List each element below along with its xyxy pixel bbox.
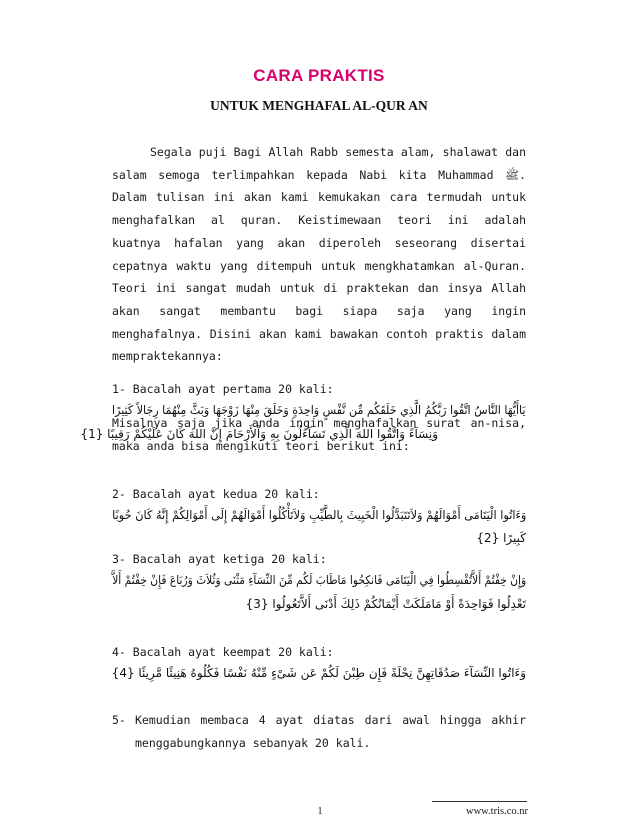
step-5-label: 5- bbox=[112, 713, 126, 727]
footer-website: www.tris.co.nr bbox=[465, 806, 528, 817]
step-1-label: 1- Bacalah ayat pertama 20 kali: bbox=[112, 382, 334, 396]
step-3-arabic-line-2: تَعْدِلُوا فَوَاحِدَةً أَوْ مَامَلَكَتْ أَيْمَانُكُمْ ذَلِكَ أَدْنَى أَلاَّتَعُولُوا {3} bbox=[245, 597, 526, 611]
step-4-arabic-line-1: وَءَاتُوا النِّسَآءَ صَدُقَاتِهِنَّ نِحْلَةً فَإِن طِبْنَ لَكُمْ عَن شَىْءٍ مِّنْهُ نَفْسًا فَكُلُوهُ هَنِيئًا مَّرِيئًا {4} bbox=[111, 666, 526, 680]
step-5-text: Kemudian membaca 4 ayat diatas dari awal hingga akhir menggabungkannya sebanyak 20 kali. bbox=[135, 713, 526, 750]
document-title: CARA PRAKTIS bbox=[253, 66, 385, 85]
step-3-arabic-line-1: وَإِنْ خِفْتُمْ أَلاَّتُقْسِطُوا فِي الْيَتَامَى فَانكِحُوا مَاطَابَ لَكُم مِّنَ النِّسَآءِ مَثْنَى وَثُلاَثَ وَرُبَاعَ فَإِنْ خِفْتُمْ أَلاَّ bbox=[112, 573, 526, 587]
intro-paragraph: Segala puji Bagi Allah Rabb semesta alam, shalawat dan salam semoga terlimpahkan kepada Nabi kita Muhammad ﷺ. Dalam tulisan ini akan kami kemukakan cara termudah untuk menghafalkan al quran. Keistimewaan teori ini adalah kuatnya hafalan yang akan diperoleh seseorang disertai cepatnya waktu yang ditempuh untuk mengkhatamkan al-Quran. Teori ini sangat mudah untuk di praktekan dan insya Allah akan sangat membantu bagi siapa saja yang ingin menghafalnya. Disini akan kami bawakan contoh praktis dalam mempraktekannya: bbox=[112, 145, 526, 364]
step-1-arabic-line-2: وَنِسَآءً وَاتَّقُوا اللهَ الَّذِي تَسَآءَلُونَ بِهِ وَاْلأَرْحَامَ إِنَّ اللهَ كَانَ عَلَيْكُمْ رَقِيبًا {1} bbox=[80, 427, 438, 441]
step-3-label: 3- Bacalah ayat ketiga 20 kali: bbox=[112, 552, 327, 566]
example-paragraph: Misalnya saja jika anda ingin menghafalkan surat an-nisa, maka anda bisa mengikuti teori berikut ini: bbox=[112, 416, 526, 453]
footer-divider bbox=[432, 801, 527, 802]
step-2-label: 2- Bacalah ayat kedua 20 kali: bbox=[112, 487, 320, 501]
document-subtitle: UNTUK MENGHAFAL AL-QUR AN bbox=[210, 98, 428, 113]
step-5 bbox=[112, 709, 526, 754]
step-2-arabic-line-2: كَبِيرًا {2} bbox=[476, 531, 526, 545]
step-2-arabic-line-1: وَءَاتُوا الْيَتَامَى أَمْوَالَهُمْ وَلاَتَتَبَدَّلُوا الْخَبِيثَ بِالطَّيِّبِ وَلاَتَأْكُلُوا أَمْوَالَهُمْ إِلَى أَمْوَالِكُمْ إِنَّهُ كَانَ حُوبًا bbox=[111, 508, 526, 522]
step-4-label: 4- Bacalah ayat keempat 20 kali: bbox=[112, 645, 334, 659]
step-1-arabic-line-1: يَاأَيُّهَا النَّاسُ اتَّقُوا رَبَّكُمُ الَّذِي خَلَقَكُم مِّن نَّفْسٍ وَاحِدَةٍ وَخَلَقَ مِنْهَا زَوْجَهَا وَبَثَّ مِنْهُمَا رِجَالاً كَثِيرًا bbox=[112, 403, 526, 417]
page-number: 1 bbox=[317, 806, 323, 817]
